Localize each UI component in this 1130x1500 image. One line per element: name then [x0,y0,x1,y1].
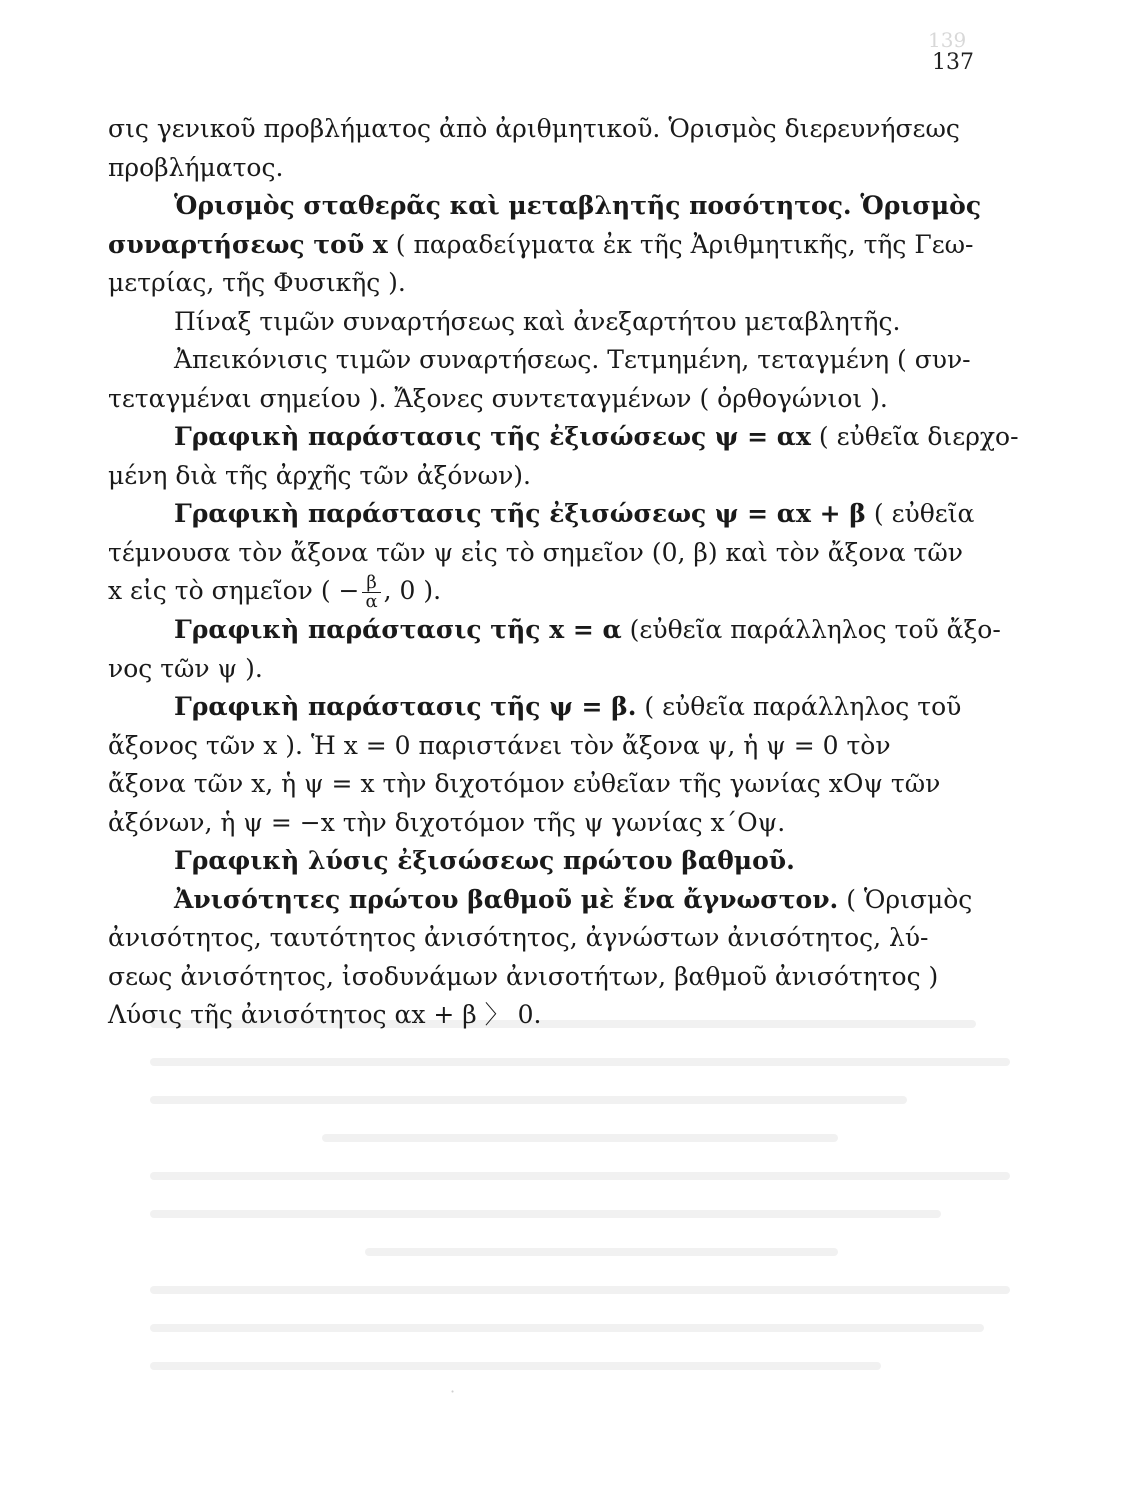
bleed-through-text [150,1020,1010,1400]
bold-term: Ἀνισότητες πρώτου βαθμοῦ μὲ ἕνα ἄγνωστον. [174,884,839,914]
bold-term: Γραφικὴ παράστασις τῆς x = α [174,615,622,644]
text-line: Γραφικὴ παράστασις τῆς ψ = β. ( εὐθεῖα παράλληλος τοῦ [174,692,962,721]
text-line: x εἰς τὸ σημεῖον ( − $\frac{\beta}{\alpha}$ , 0 ). [108,572,442,612]
text-line: τέμνουσα τὸν ἄξονα τῶν ψ εἰς τὸ σημεῖον (0, β) καὶ τὸν ἄξονα τῶν [108,537,963,567]
fraction: $\frac{\beta}{\alpha}$ [362,574,380,611]
text-line: Πίναξ τιμῶν συναρτήσεως καὶ ἀνεξαρτήτου μεταβλητῆς. [174,306,901,336]
text-line: ἄξονος τῶν x ). Ἡ x = 0 παριστάνει τὸν ἄξονα ψ, ἡ ψ = 0 τὸν [108,730,891,760]
bold-term: Ὁρισμὸς σταθερᾶς καὶ μεταβλητῆς ποσότητος. Ὁρισμὸς [174,191,982,220]
text-line: Ἀπεικόνισις τιμῶν συναρτήσεως. Τετμημένη, τεταγμένη ( συν- [174,345,971,374]
text-line: σεως ἀνισότητος, ἰσοδυνάμων ἀνισοτήτων, βαθμοῦ ἀνισότητος ) [108,961,939,991]
text-line: ἀνισότητος, ταυτότητος ἀνισότητος, ἀγνώστων ἀνισότητος, λύ- [108,923,929,952]
text-line: Λύσις τῆς ἀνισότητος αx + β 〉 0. [108,1000,542,1029]
text-line: ἀξόνων, ἡ ψ = −x τὴν διχοτόμον τῆς ψ γωνίας x΄Oψ. [108,807,786,837]
text-line: Γραφικὴ παράστασις τῆς x = α (εὐθεῖα παράλληλος τοῦ ἄξο- [174,615,1001,644]
bold-term: Γραφικὴ λύσις ἐξισώσεως πρώτου βαθμοῦ. [174,846,795,875]
bold-term: Γραφικὴ παράστασις τῆς ἐξισώσεως ψ = αx + β [174,499,866,528]
bold-term: Γραφικὴ παράστασις τῆς ψ = β. [174,692,637,721]
text-line: μετρίας, τῆς Φυσικῆς ). [108,268,406,297]
text-line: τεταγμέναι σημείου ). Ἄξονες συντεταγμένων ( ὀρθογώνιοι ). [108,383,888,413]
text-line: προβλήματος. [108,152,284,182]
body-text [108,110,1019,1035]
page-number: 137 [932,50,974,75]
text-line [108,842,978,881]
text-line: Γραφικὴ παράστασις τῆς ἐξισώσεως ψ = αx + β ( εὐθεῖα [174,499,975,528]
text-line: Γραφικὴ παράστασις τῆς ἐξισώσεως ψ = αx ( εὐθεῖα διερχο- [174,422,1019,451]
bold-term: Γραφικὴ παράστασις τῆς ἐξισώσεως ψ = αx [174,422,811,451]
text-line: ἄξονα τῶν x, ἡ ψ = x τὴν διχοτόμον εὐθεῖαν τῆς γωνίας xOψ τῶν [108,769,941,798]
bleed-through-page-number: 139 [928,28,967,52]
text-line [108,187,982,226]
text-line: σις γενικοῦ προβλήματος ἀπὸ ἀριθμητικοῦ. Ὁρισμὸς διερευνήσεως [108,114,960,143]
text-line: νος τῶν ψ ). [108,653,263,683]
bold-term: συναρτήσεως τοῦ x [108,229,388,259]
text-line: συναρτήσεως τοῦ x ( παραδείγματα ἐκ τῆς Ἀριθμητικῆς, τῆς Γεω- [108,229,974,259]
text-line: μένη διὰ τῆς ἀρχῆς τῶν ἀξόνων). [108,460,531,490]
scan-speck: · [450,1382,456,1401]
text-line: Ἀνισότητες πρώτου βαθμοῦ μὲ ἕνα ἄγνωστον. ( Ὁρισμὸς [174,884,973,914]
